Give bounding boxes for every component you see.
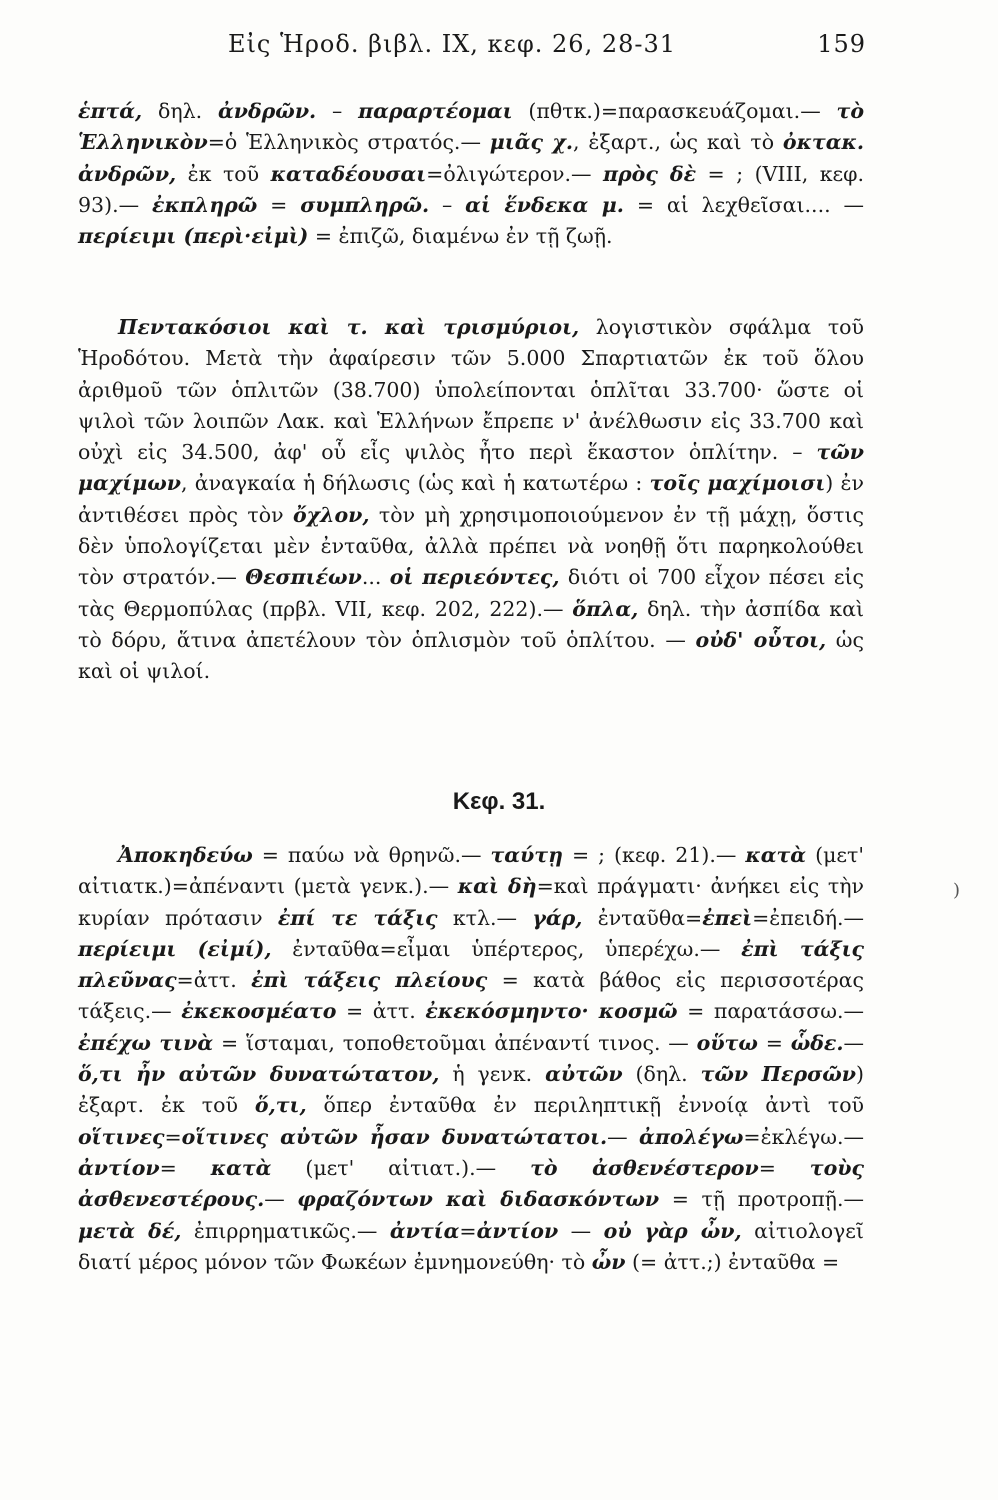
lemma-term: τοὺς ἀσθενεστέρους.: [78, 1155, 864, 1212]
commentary-text: = κατὰ βάθος εἰς περισσοτέρας τάξεις.—: [78, 968, 864, 1024]
commentary-text: =: [164, 1124, 182, 1149]
commentary-text: διότι οἱ 700 εἶχον πέσει εἰς τὰς Θερμοπύλας (πρβλ. VII, κεφ. 202, 222).—: [78, 565, 865, 621]
lemma-term: κατὰ: [745, 843, 807, 867]
commentary-text: = παρατάσσω.—: [677, 999, 864, 1024]
lemma-term: ὅ,τι,: [254, 1093, 307, 1118]
commentary-text: δηλ. τὴν ἀσπίδα καὶ τὸ δόρυ, ἅτινα ἀπετέλουν τὸν ὁπλισμὸν τοῦ ὁπλίτου. —: [78, 596, 864, 652]
commentary-text: , ἀναγκαία ἡ δήλωσις (ὡς καὶ ἡ κατωτέρω :: [180, 471, 650, 496]
lemma-term: ἐπέχω τινὰ: [78, 1030, 214, 1055]
lemma-term: ὀκτακ. ἀνδρῶν,: [78, 130, 864, 186]
commentary-text: =: [159, 1155, 211, 1180]
lemma-term: Ἀποκηδεύω: [118, 843, 253, 867]
lemma-term: οἱ περιεόντες,: [389, 565, 560, 590]
commentary-text: (μετ' αἰτιατ.).—: [271, 1155, 531, 1180]
commentary-paragraph: [78, 312, 864, 688]
commentary-text: = ἵσταμαι, τοποθετοῦμαι ἀπέναντί τινος. —: [213, 1030, 697, 1055]
commentary-text: =ἐκλέγω.—: [743, 1124, 864, 1149]
lemma-term: ἀντίον: [78, 1155, 160, 1180]
lemma-term: Θεσπιέων: [245, 565, 362, 590]
commentary-text: ὅπερ ἐνταῦθα ἐν περιληπτικῇ ἐννοίᾳ ἀντὶ τοῦ: [306, 1093, 864, 1118]
margin-mark: ): [953, 880, 961, 901]
lemma-term: ἐκεκόσμηντο· κοσμῶ: [425, 999, 678, 1024]
commentary-text: =καὶ πράγματι· ἀνήκει εἰς τὴν κυρίαν πρότασιν: [78, 874, 864, 930]
lemma-term: οὐ γὰρ ὦν,: [603, 1218, 742, 1243]
lemma-term: οἵτινες αὐτῶν ἦσαν δυνατώτατοι.: [181, 1124, 608, 1149]
lemma-term: ἐπεὶ: [702, 905, 753, 930]
commentary-text: = παύω νὰ θρηνῶ.—: [252, 843, 491, 867]
lemma-term: παραρτέομαι: [358, 99, 513, 123]
lemma-term: οἵτινες: [78, 1124, 165, 1149]
lemma-term: ἐπὶ τάξεις πλείους: [251, 968, 488, 993]
commentary-text: ἐνταῦθα=εἶμαι ὑπέρτερος, ὑπερέχω.—: [271, 936, 742, 961]
lemma-term: περίειμι (εἰμί),: [78, 936, 272, 961]
lemma-term: συμπληρῶ.: [300, 192, 430, 217]
commentary-text: , ἐξαρτ., ὡς καὶ τὸ: [573, 130, 783, 155]
commentary-text: =ἐπειδή.—: [752, 905, 865, 930]
lemma-term: τῶν Περσῶν: [700, 1062, 857, 1087]
lemma-term: πρὸς δὲ: [603, 161, 697, 186]
commentary-text: λογιστικὸν σφάλμα τοῦ Ἡροδότου. Μετὰ τὴν ἀφαίρεσιν τῶν 5.000 Σπαρτιατῶν ἐκ τοῦ ὅλου ἀριθμοῦ τῶν ὁπλιτῶν (38.700) ὑπολείπονται ὁπλῖται 33.700· ὥστε οἱ ψιλοὶ τῶν λοιπῶν Λακ. καὶ Ἑλλήνων ἔπρεπε ν' ἀνέλθωσιν εἰς 33.700 καὶ οὐχὶ εἰς 34.500, ἀφ' οὗ εἷς ψιλὸς ἦτο περὶ ἕκαστον ὁπλίτην. –: [78, 315, 864, 465]
lemma-term: τοῖς μαχίμοισι: [649, 471, 826, 496]
commentary-text: ) ἐξαρτ. ἐκ τοῦ: [78, 1062, 865, 1118]
lemma-term: τῶν μαχίμων: [78, 440, 864, 496]
lemma-term: καὶ δὴ: [457, 874, 537, 899]
commentary-text: –: [429, 192, 466, 217]
lemma-term: τὸ Ἑλληνικὸν: [78, 99, 864, 155]
commentary-text: ὡς καὶ οἱ ψιλοί.: [78, 627, 864, 684]
commentary-text: =: [758, 1155, 810, 1180]
lemma-term: ἀντία: [389, 1218, 460, 1243]
lemma-term: ὄχλον,: [292, 502, 370, 527]
commentary-text: =ὀλιγώτερον.—: [426, 161, 604, 186]
lemma-term: οὐδ' οὗτοι,: [695, 627, 827, 652]
section-heading: Κεφ. 31.: [452, 788, 546, 815]
lemma-term: ὧδε.: [790, 1030, 844, 1055]
lemma-term: ὅπλα,: [572, 596, 639, 621]
commentary-text: (δηλ.: [622, 1062, 701, 1087]
commentary-text: (μετ' αἰτιατκ.)=ἀπέναντι (μετὰ γενκ.).—: [78, 843, 864, 899]
commentary-text: κτλ.—: [437, 905, 533, 930]
lemma-term: ἀνδρῶν.: [218, 99, 317, 123]
commentary-text: (= ἀττ.;) ἐνταῦθα =: [625, 1249, 840, 1274]
lemma-term: ἀντίον: [476, 1218, 559, 1243]
commentary-text: ) ἐν ἀντιθέσει πρὸς τὸν: [78, 471, 864, 527]
lemma-term: ὅ,τι ἦν αὐτῶν δυνατώτατον,: [78, 1062, 440, 1087]
commentary-text: —: [843, 1030, 865, 1055]
running-head-title: Εἰς Ἡροδ. βιβλ. IX, κεφ. 26, 28-31: [228, 30, 677, 58]
lemma-term: ὦν: [591, 1249, 626, 1274]
lemma-term: φραζόντων καὶ διδασκόντων: [297, 1187, 660, 1212]
commentary-text: =: [757, 1030, 791, 1055]
commentary-paragraph: [78, 840, 864, 1278]
lemma-term: αἱ ἕνδεκα μ.: [465, 192, 624, 217]
commentary-paragraph: [78, 96, 864, 252]
lemma-term: Πεντακόσιοι καὶ τ. καὶ τρισμύριοι,: [118, 315, 580, 339]
commentary-text: –: [316, 99, 359, 123]
commentary-text: ἐκ τοῦ: [176, 161, 271, 186]
commentary-text: ἐπιρρηματικῶς.—: [181, 1218, 390, 1243]
lemma-term: ἐκπληρῶ: [151, 192, 258, 217]
commentary-text: =ἀττ.: [176, 968, 252, 993]
lemma-term: αὐτῶν: [545, 1062, 623, 1087]
running-head: [0, 30, 998, 66]
commentary-text: ...: [361, 565, 390, 590]
lemma-term: κατὰ: [210, 1155, 272, 1180]
lemma-term: καταδέουσαι: [270, 161, 427, 186]
lemma-term: τὸ ἀσθενέστερον: [530, 1155, 759, 1180]
commentary-text: —: [558, 1218, 604, 1243]
commentary-text: —: [607, 1124, 640, 1149]
commentary-text: αἰτιολογεῖ διατί μέρος μόνον τῶν Φωκέων ἐμνημονεύθη· τὸ: [78, 1218, 864, 1274]
commentary-text: = ἐπιζῶ, διαμένω ἐν τῇ ζωῇ.: [308, 224, 613, 249]
page-number: 159: [817, 30, 866, 58]
commentary-text: =: [257, 192, 301, 217]
lemma-term: ἐκεκοσμέατο: [181, 999, 337, 1024]
commentary-text: = ἀττ.: [336, 999, 426, 1024]
lemma-term: ἐπὶ τάξις πλεῦνας: [78, 936, 864, 993]
lemma-term: ἑπτά,: [78, 99, 143, 123]
commentary-text: τὸν μὴ χρησιμοποιούμενον ἐν τῇ μάχῃ, ὅστις δὲν ὑπολογίζεται μὲν ἐνταῦθα, ἀλλὰ πρέπει νὰ νοηθῇ ὅτι παρηκολούθει τὸν στρατόν.—: [78, 502, 865, 590]
lemma-term: γάρ,: [532, 905, 583, 930]
commentary-text: ἡ γενκ.: [439, 1062, 546, 1087]
commentary-text: ἐνταῦθα=: [582, 905, 703, 930]
lemma-term: μιᾶς χ.: [489, 130, 574, 155]
commentary-text: = τῇ προτροπῇ.—: [659, 1187, 864, 1212]
commentary-text: —: [264, 1187, 298, 1212]
lemma-term: ἐπί τε τάξις: [277, 905, 438, 930]
lemma-term: οὕτω: [696, 1030, 758, 1055]
commentary-text: = ; (VIII, κεφ. 93).—: [78, 161, 864, 217]
commentary-text: (πθτκ.)=παρασκευάζομαι.—: [512, 99, 837, 123]
commentary-text: =: [459, 1218, 477, 1243]
commentary-text: =ὁ Ἑλληνικὸς στρατός.—: [207, 130, 490, 155]
lemma-term: μετὰ δέ,: [78, 1218, 182, 1243]
lemma-term: ταύτῃ: [490, 843, 563, 867]
lemma-term: ἀπολέγω: [639, 1124, 744, 1149]
commentary-text: = ; (κεφ. 21).—: [562, 843, 746, 867]
commentary-text: = αἱ λεχθεῖσαι.... —: [623, 192, 864, 217]
lemma-term: περίειμι (περὶ·εἰμὶ): [78, 224, 309, 249]
commentary-text: δηλ.: [142, 99, 218, 123]
